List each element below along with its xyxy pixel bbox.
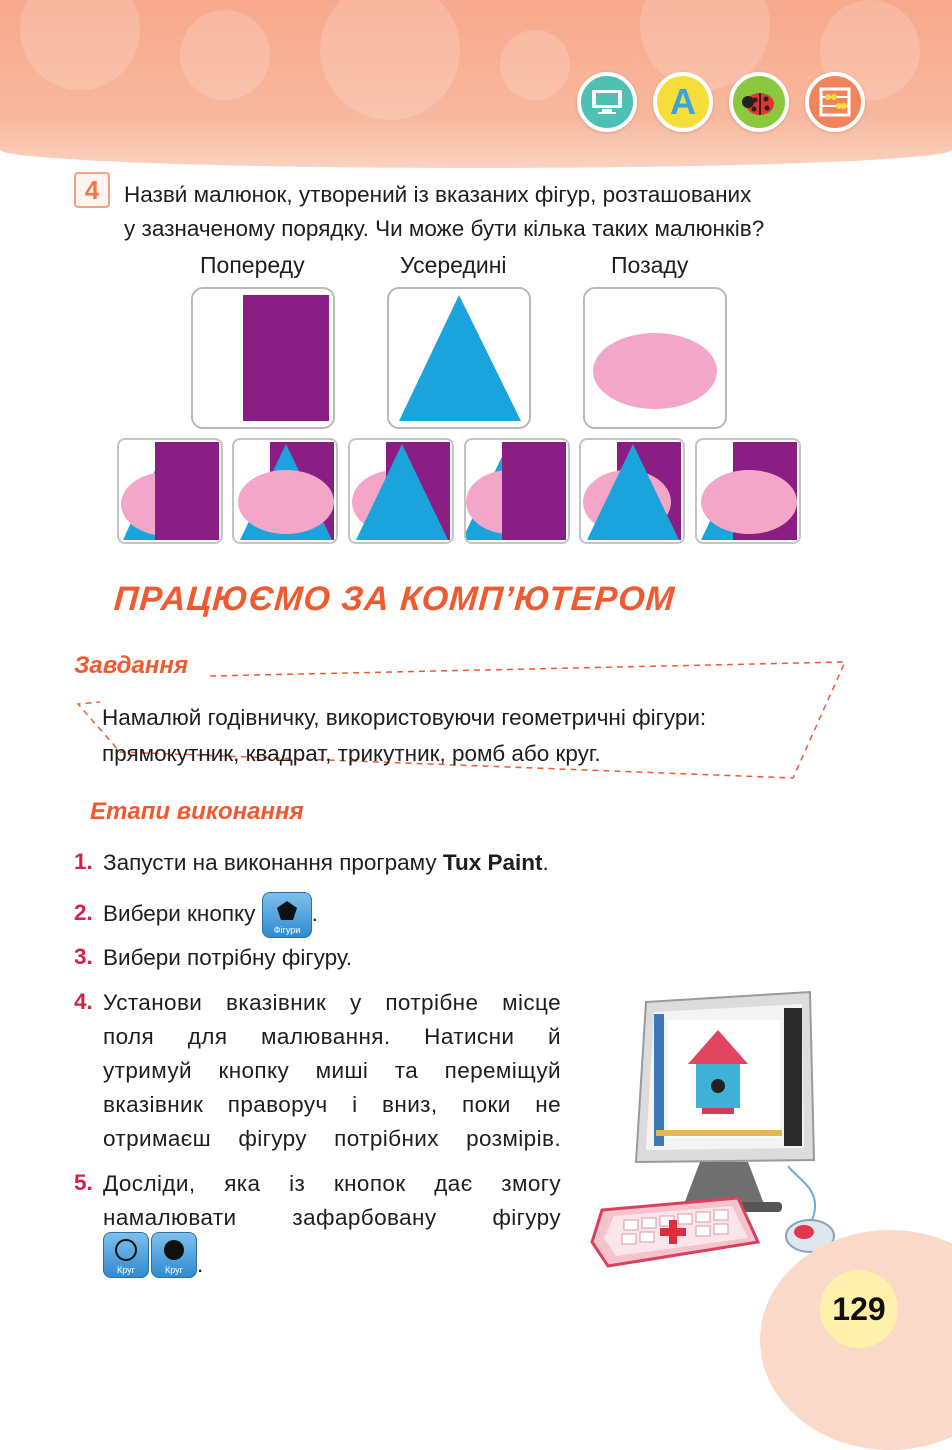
label-front: Попереду bbox=[200, 252, 305, 278]
step-line: Досліди, яка із кнопок дає змогу bbox=[103, 1171, 561, 1196]
task-number: 4 bbox=[74, 172, 110, 208]
steps-title: Етапи виконання bbox=[90, 798, 304, 825]
task-line: Назви́ малюнок, утворений із вказаних фігур, розташованих bbox=[124, 182, 752, 207]
step-text: Запусти на виконання програму bbox=[103, 850, 443, 875]
assignment-line: прямокутник, квадрат, трикутник, ромб або круг. bbox=[102, 741, 601, 766]
assignment-line: Намалюй годівничку, використовуючи геометричні фігури: bbox=[102, 705, 707, 730]
assignment-text bbox=[102, 700, 706, 772]
step-number: 3. bbox=[74, 944, 93, 969]
assignment-title: Завдання bbox=[74, 652, 188, 679]
circle-outline-button-icon bbox=[103, 1232, 149, 1278]
task-line: у зазначеному порядку. Чи може бути кілька таких малюнків? bbox=[124, 216, 765, 241]
step-line: отримаєш фігуру потрібних розмірів. bbox=[103, 1126, 561, 1151]
step-number: 4. bbox=[74, 989, 93, 1014]
step-text: Вибери потрібну фігуру. bbox=[103, 945, 353, 970]
label-back: Позаду bbox=[611, 252, 689, 278]
letter-a-icon: A bbox=[653, 72, 713, 132]
page-number: 129 bbox=[820, 1270, 898, 1348]
circle-buttons bbox=[103, 1232, 203, 1278]
shapes-button-label: Фігури bbox=[273, 925, 300, 935]
computer-illustration bbox=[588, 990, 848, 1290]
step-line: поля для малювання. Натисни й bbox=[103, 1024, 561, 1049]
circle-button-label: Круг bbox=[165, 1265, 183, 1275]
shapes-button-icon bbox=[262, 892, 312, 938]
step-1-text bbox=[103, 846, 549, 880]
punct: . bbox=[311, 900, 318, 926]
step-5-text bbox=[103, 1167, 561, 1235]
punct: . bbox=[197, 1252, 204, 1277]
circle-button-label: Круг bbox=[117, 1265, 135, 1275]
step-2-text bbox=[103, 892, 318, 938]
step-4-text bbox=[103, 986, 561, 1156]
circle-filled-button-icon bbox=[151, 1232, 197, 1278]
step-number: 2. bbox=[74, 900, 93, 925]
label-middle: Усередині bbox=[400, 252, 507, 278]
step-line: Установи вказівник у потрібне місце bbox=[103, 990, 561, 1015]
step-line: вказівник праворуч і вниз, поки не bbox=[103, 1092, 561, 1117]
step-line: утримуй кнопку миші та переміщуй bbox=[103, 1058, 561, 1083]
step-text: Вибери кнопку bbox=[103, 900, 256, 926]
step-line: намалювати зафарбовану фігуру bbox=[103, 1205, 561, 1230]
step-number: 1. bbox=[74, 849, 93, 874]
step-number: 5. bbox=[74, 1170, 93, 1195]
section-title: ПРАЦЮЄМО ЗА КОМП’ЮТЕРОМ bbox=[112, 580, 677, 618]
punct: . bbox=[542, 850, 549, 875]
program-name: Tux Paint bbox=[442, 850, 543, 875]
